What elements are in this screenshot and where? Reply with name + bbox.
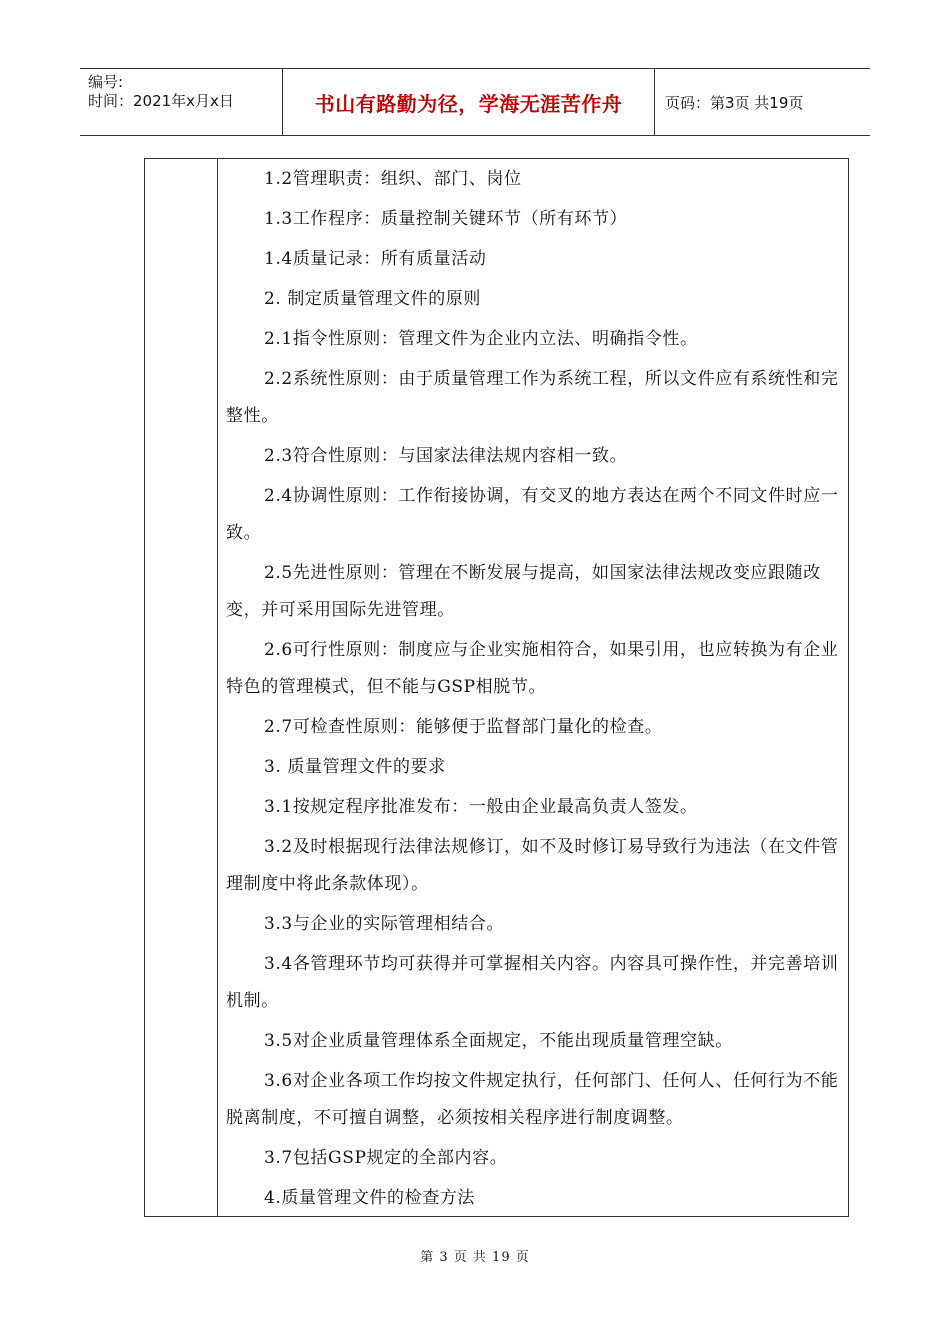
- paragraph: 2.5先进性原则：管理在不断发展与提高，如国家法律法规改变应跟随改变，并可采用国际先进管理。: [226, 563, 821, 620]
- paragraph: 3.5对企业质量管理体系全面规定，不能出现质量管理空缺。: [264, 1031, 733, 1051]
- column-divider: [217, 159, 218, 1216]
- paragraph: 3.7包括GSP规定的全部内容。: [264, 1148, 508, 1168]
- content-table: [144, 158, 849, 1217]
- paragraph: 2.3符合性原则：与国家法律法规内容相一致。: [264, 446, 628, 466]
- paragraph: 1.2管理职责：组织、部门、岗位: [264, 169, 522, 189]
- paragraph: 3.4各管理环节均可获得并可掌握相关内容。内容具可操作性，并完善培训机制。: [226, 954, 839, 1011]
- paragraph: 1.3工作程序：质量控制关键环节（所有环节）: [264, 209, 628, 229]
- paragraph: 3.2及时根据现行法律法规修订，如不及时修订易导致行为违法（在文件管理制度中将此条款体现）。: [226, 837, 839, 894]
- paragraph: 2.7可检查性原则：能够便于监督部门量化的检查。: [264, 717, 663, 737]
- document-number-label: 编号:: [88, 73, 124, 91]
- header-motto: 书山有路勤为径，学海无涯苦作舟: [283, 69, 655, 135]
- header-meta: [80, 69, 283, 135]
- paragraph: 2.2系统性原则：由于质量管理工作为系统工程，所以文件应有系统性和完整性。: [226, 369, 839, 426]
- header-page-info: 页码：第3页 共19页: [665, 93, 804, 112]
- section-heading: 4.质量管理文件的检查方法: [264, 1188, 476, 1208]
- paragraph: 3.1按规定程序批准发布：一般由企业最高负责人签发。: [264, 797, 698, 817]
- document-header: [80, 68, 870, 136]
- section-heading: 3. 质量管理文件的要求: [264, 757, 446, 777]
- paragraph: 3.3与企业的实际管理相结合。: [264, 914, 505, 934]
- page-footer: 第 3 页 共 19 页: [420, 1250, 530, 1265]
- paragraph: 1.4质量记录：所有质量活动: [264, 249, 487, 269]
- paragraph: 3.6对企业各项工作均按文件规定执行，任何部门、任何人、任何行为不能脱离制度，不可擅自调整，必须按相关程序进行制度调整。: [226, 1071, 839, 1128]
- paragraph: 2.1指令性原则：管理文件为企业内立法、明确指令性。: [264, 329, 698, 349]
- document-time-label: 时间：2021年x月x日: [88, 92, 234, 110]
- paragraph: 2.4协调性原则：工作衔接协调，有交叉的地方表达在两个不同文件时应一致。: [226, 486, 839, 543]
- content-cell: [226, 159, 842, 1220]
- paragraph: 2.6可行性原则：制度应与企业实施相符合，如果引用，也应转换为有企业特色的管理模式，但不能与GSP相脱节。: [226, 640, 839, 697]
- section-heading: 2. 制定质量管理文件的原则: [264, 289, 482, 309]
